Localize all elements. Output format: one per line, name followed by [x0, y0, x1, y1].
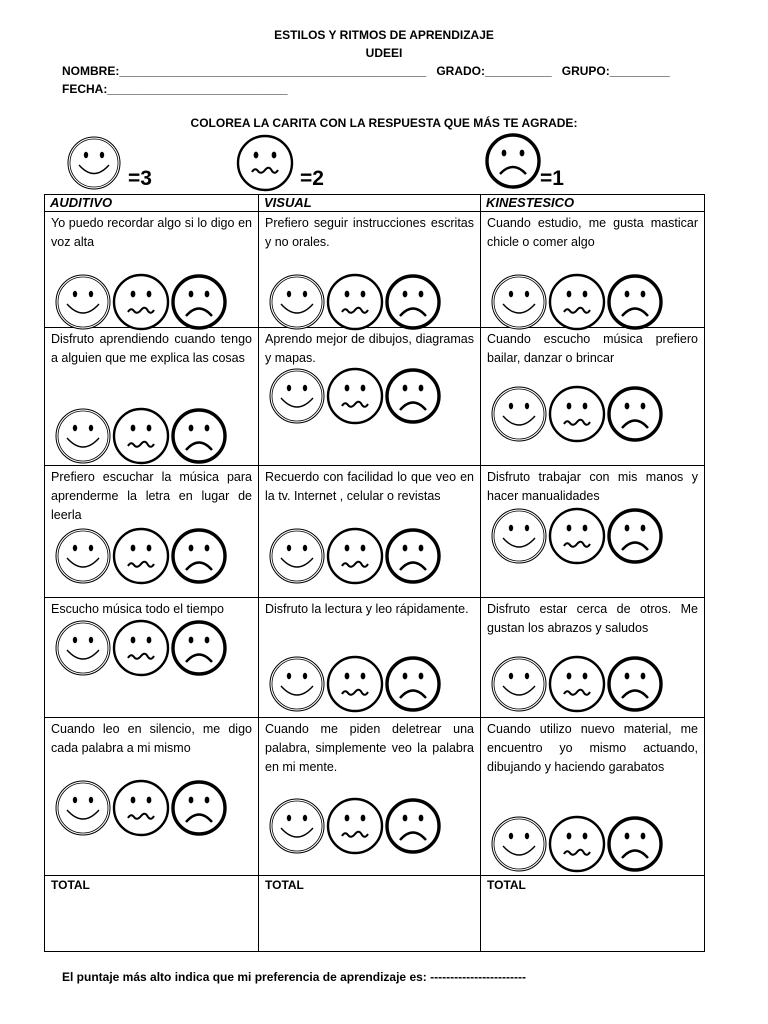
- statement-text: Prefiero escuchar la música para aprenderme la letra en lugar de leerla: [51, 470, 252, 522]
- sad-face-icon[interactable]: [605, 384, 663, 449]
- sad-face-icon[interactable]: [169, 778, 227, 843]
- happy-face-icon[interactable]: [489, 814, 547, 879]
- legend-sad-face-icon: [484, 132, 542, 195]
- table-cell: [481, 328, 705, 466]
- table-cell: [481, 718, 705, 876]
- sad-face-icon[interactable]: [169, 618, 227, 683]
- table-cell: [259, 466, 481, 598]
- nervous-face-icon[interactable]: [547, 506, 605, 571]
- total-label: TOTAL: [51, 878, 90, 892]
- total-label: TOTAL: [265, 878, 304, 892]
- column-header-auditivo: AUDITIVO: [45, 195, 259, 212]
- statement-text: Yo puedo recordar algo si lo digo en voz alta: [51, 216, 252, 249]
- column-header-visual: VISUAL: [259, 195, 481, 212]
- face-rating-group: [489, 814, 663, 879]
- column-header-kinestesico: KINESTESICO: [481, 195, 705, 212]
- happy-face-icon[interactable]: [267, 366, 325, 431]
- table-cell: [259, 718, 481, 876]
- statement-text: Disfruto estar cerca de otros. Me gustan los abrazos y saludos: [487, 602, 698, 635]
- nervous-face-icon[interactable]: [111, 406, 169, 471]
- table-cell: [481, 212, 705, 328]
- sad-face-icon[interactable]: [383, 796, 441, 861]
- happy-face-icon[interactable]: [53, 526, 111, 591]
- sad-face-icon[interactable]: [383, 526, 441, 591]
- table-cell: [45, 718, 259, 876]
- statement-text: Cuando me piden deletrear una palabra, simplemente veo la palabra en mi mente.: [265, 722, 474, 774]
- table-cell: [45, 328, 259, 466]
- footer-text: El puntaje más alto indica que mi preferencia de aprendizaje es: ------------------------: [62, 970, 527, 984]
- statement-text: Cuando escucho música prefiero bailar, danzar o brincar: [487, 332, 698, 365]
- table-cell: [259, 328, 481, 466]
- total-label: TOTAL: [487, 878, 526, 892]
- face-rating-group: [267, 654, 441, 719]
- legend-happy-face-icon: [66, 135, 122, 196]
- face-rating-group: [267, 796, 441, 861]
- table-cell: [259, 212, 481, 328]
- page-title: ESTILOS Y RITMOS DE APRENDIZAJE: [274, 28, 494, 42]
- sad-face-icon[interactable]: [605, 814, 663, 879]
- nervous-face-icon[interactable]: [325, 526, 383, 591]
- statement-text: Disfruto aprendiendo cuando tengo a alguien que me explica las cosas: [51, 332, 252, 365]
- nervous-face-icon[interactable]: [547, 384, 605, 449]
- nervous-face-icon[interactable]: [325, 796, 383, 861]
- table-cell: [259, 598, 481, 718]
- sad-face-icon[interactable]: [383, 654, 441, 719]
- face-rating-group: [267, 366, 441, 431]
- nervous-face-icon[interactable]: [547, 814, 605, 879]
- face-rating-group: [53, 618, 227, 683]
- statement-text: Prefiero seguir instrucciones escritas y no orales.: [265, 216, 474, 249]
- legend-value-3: =3: [128, 167, 152, 190]
- happy-face-icon[interactable]: [53, 618, 111, 683]
- sad-face-icon[interactable]: [605, 654, 663, 719]
- statement-text: Cuando leo en silencio, me digo cada palabra a mi mismo: [51, 722, 252, 755]
- happy-face-icon[interactable]: [489, 506, 547, 571]
- face-rating-group: [53, 778, 227, 843]
- happy-face-icon[interactable]: [267, 526, 325, 591]
- happy-face-icon[interactable]: [267, 654, 325, 719]
- nervous-face-icon[interactable]: [547, 654, 605, 719]
- sad-face-icon[interactable]: [169, 406, 227, 471]
- nervous-face-icon[interactable]: [325, 366, 383, 431]
- face-rating-group: [489, 506, 663, 571]
- happy-face-icon[interactable]: [53, 406, 111, 471]
- legend-value-1: =1: [540, 167, 564, 190]
- statement-text: Disfruto la lectura y leo rápidamente.: [265, 602, 469, 616]
- statement-text: Escucho música todo el tiempo: [51, 602, 225, 616]
- happy-face-icon[interactable]: [53, 778, 111, 843]
- face-rating-group: [489, 384, 663, 449]
- total-cell-visual[interactable]: [259, 876, 481, 952]
- face-rating-group: [53, 526, 227, 591]
- name-grade-group-line[interactable]: NOMBRE:______________________________________________ GRADO:__________ GRUPO:_________: [62, 64, 670, 78]
- table-cell: [45, 466, 259, 598]
- nervous-face-icon[interactable]: [111, 526, 169, 591]
- page-subtitle: UDEEI: [365, 46, 403, 60]
- table-cell: [45, 212, 259, 328]
- instruction-text: COLOREA LA CARITA CON LA RESPUESTA QUE MÁS TE AGRADE:: [190, 116, 578, 130]
- statement-text: Cuando estudio, me gusta masticar chicle o comer algo: [487, 216, 698, 249]
- happy-face-icon[interactable]: [489, 384, 547, 449]
- legend-nervous-face-icon: [236, 134, 294, 197]
- statement-text: Recuerdo con facilidad lo que veo en la tv. Internet , celular o revistas: [265, 470, 474, 503]
- total-cell-kinestesico[interactable]: [481, 876, 705, 952]
- table-cell: [45, 598, 259, 718]
- statement-text: Aprendo mejor de dibujos, diagramas y mapas.: [265, 332, 474, 365]
- sad-face-icon[interactable]: [383, 366, 441, 431]
- total-cell-auditivo[interactable]: [45, 876, 259, 952]
- happy-face-icon[interactable]: [489, 654, 547, 719]
- legend-value-2: =2: [300, 167, 324, 190]
- statement-text: Disfruto trabajar con mis manos y hacer manualidades: [487, 470, 698, 503]
- sad-face-icon[interactable]: [605, 506, 663, 571]
- learning-styles-table: [44, 194, 705, 952]
- face-rating-group: [53, 406, 227, 471]
- happy-face-icon[interactable]: [267, 796, 325, 861]
- face-rating-group: [267, 526, 441, 591]
- table-cell: [481, 466, 705, 598]
- nervous-face-icon[interactable]: [111, 618, 169, 683]
- statement-text: Cuando utilizo nuevo material, me encuentro yo mismo actuando, dibujando y haciendo garabatos: [487, 722, 698, 774]
- table-cell: [481, 598, 705, 718]
- face-rating-group: [489, 654, 663, 719]
- date-line[interactable]: FECHA:___________________________: [62, 82, 288, 96]
- nervous-face-icon[interactable]: [325, 654, 383, 719]
- sad-face-icon[interactable]: [169, 526, 227, 591]
- nervous-face-icon[interactable]: [111, 778, 169, 843]
